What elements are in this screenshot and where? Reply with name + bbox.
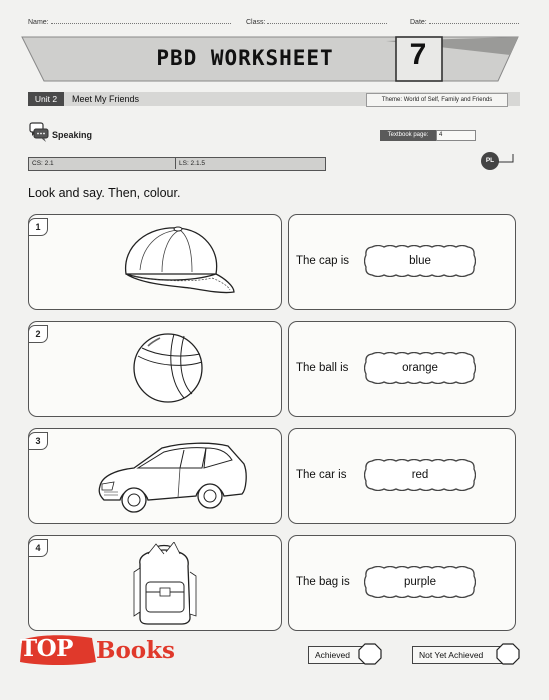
learning-standard: LS: 2.1.5 bbox=[179, 160, 206, 167]
car-icon bbox=[94, 434, 250, 518]
date-label: Date: bbox=[410, 19, 427, 26]
unit-title: Meet My Friends bbox=[72, 94, 140, 104]
colour-word: red bbox=[411, 469, 429, 481]
achieved-label: Achieved bbox=[315, 650, 350, 660]
speech-bubble-icon bbox=[28, 121, 50, 143]
colour-word: orange bbox=[402, 362, 438, 374]
unit-tag: Unit 2 bbox=[28, 92, 64, 106]
class-label: Class: bbox=[246, 19, 266, 26]
sentence-text: The cap is bbox=[296, 255, 350, 267]
standards-bar bbox=[28, 157, 326, 171]
item-number: 4 bbox=[28, 539, 48, 557]
instruction: Look and say. Then, colour. bbox=[28, 186, 181, 200]
class-field bbox=[246, 17, 387, 26]
sentence-text: The bag is bbox=[296, 576, 350, 588]
bag-icon bbox=[130, 542, 200, 626]
content-standard: CS: 2.1 bbox=[32, 160, 54, 167]
logo-books-text: Books bbox=[96, 637, 176, 664]
date-field bbox=[410, 17, 519, 26]
sentence-text: The ball is bbox=[296, 362, 349, 374]
textbook-page-value: 4 bbox=[436, 130, 476, 141]
achieved-checkbox-icon[interactable] bbox=[358, 643, 382, 665]
colour-word: blue bbox=[409, 255, 431, 267]
cap-icon bbox=[112, 222, 238, 302]
item-number: 3 bbox=[28, 432, 48, 450]
name-field bbox=[28, 17, 231, 26]
not-achieved-label: Not Yet Achieved bbox=[419, 650, 484, 660]
logo-top-text: TOP bbox=[20, 635, 73, 662]
performance-level-badge: PL bbox=[481, 152, 499, 170]
item-number: 1 bbox=[28, 218, 48, 236]
not-achieved-checkbox-icon[interactable] bbox=[496, 643, 520, 665]
textbook-page-label: Textbook page: bbox=[380, 130, 436, 141]
item-number: 2 bbox=[28, 325, 48, 343]
skill-label: Speaking bbox=[52, 130, 93, 140]
sentence-text: The car is bbox=[296, 469, 347, 481]
pl-bracket-icon bbox=[498, 152, 516, 166]
theme-label: Theme: World of Self, Family and Friends bbox=[366, 93, 508, 107]
name-label: Name: bbox=[28, 19, 49, 26]
worksheet-title: PBD WORKSHEET bbox=[156, 46, 334, 70]
ball-icon bbox=[128, 326, 208, 410]
colour-word: purple bbox=[404, 576, 436, 588]
worksheet-number: 7 bbox=[409, 38, 427, 71]
